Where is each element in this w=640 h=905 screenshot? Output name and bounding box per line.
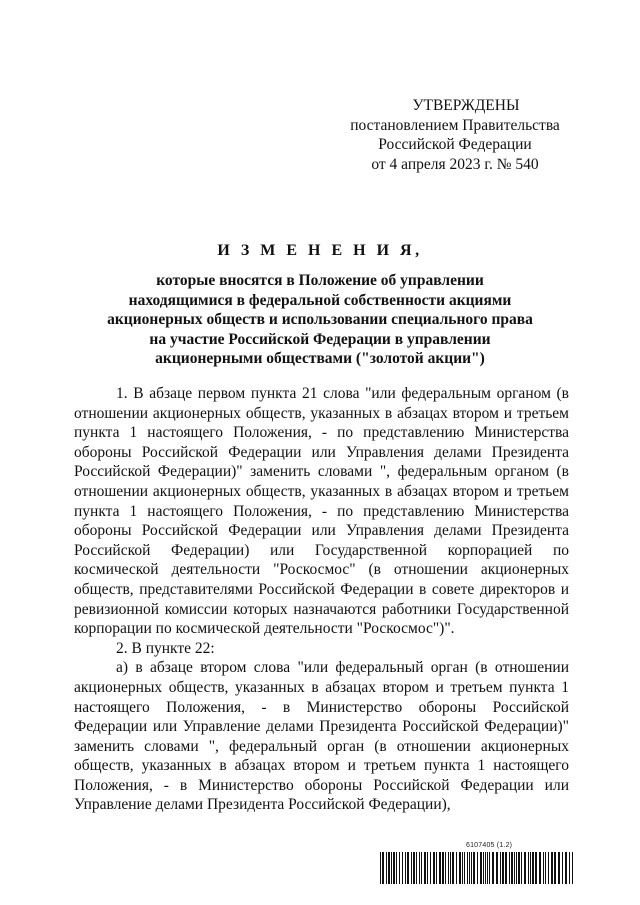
approval-resolution: постановлением Правительства xyxy=(350,116,560,134)
barcode-icon xyxy=(380,852,574,884)
title-subtitle-line: на участие Российской Федерации в управлении xyxy=(149,330,491,348)
paragraph-subitem-a: а) в абзаце втором слова "или федеральный орган (в отношении акционерных обществ, указанных в абзацах втором и третьем пункта 1 настоящего Положения, - в Министерство обороны Российской Федерации или Управление делами Президента Российской Федерации)" заменить словами ", федеральный орган (в отношении акционерных обществ, указанных в абзацах втором и третьем пункта 1 настоящего Положения, - в Министерство обороны Российской Федерации или Управление делами Президента Российской Федерации), xyxy=(74,659,569,814)
title-subtitle-line: находящимися в федеральной собственности акциями xyxy=(128,291,512,309)
title-heading: И З М Е Н Е Н И Я, xyxy=(217,242,423,259)
title-subtitle-line: акционерными обществами ("золотой акции") xyxy=(155,350,485,367)
approval-heading: УТВЕРЖДЕНЫ xyxy=(412,97,520,114)
title-subtitle-line: акционерных обществ и использовании специального права xyxy=(107,311,533,328)
approval-date-number: от 4 апреля 2023 г. № 540 xyxy=(371,155,539,173)
approval-government: Российской Федерации xyxy=(378,136,532,153)
approval-stamp xyxy=(340,96,570,174)
document-title xyxy=(70,241,570,369)
title-subtitle-line: которые вносятся в Положение об управлении xyxy=(156,272,484,289)
barcode-label: 6107405 (1.2) xyxy=(466,842,513,849)
paragraph-item-2: 2. В пункте 22: xyxy=(116,639,215,657)
paragraph-item-1: 1. В абзаце первом пункта 21 слова "или федеральным органом (в отношении акционерных обществ, указанных в абзацах втором и третьем пункта 1 настоящего Положения, - по представлению Министерства обороны Российской Федерации или Управления делами Президента Российской Федерации)" заменить словами ", федеральным органом (в отношении акционерных обществ, указанных в абзацах втором и третьем пункта 1 настоящего Положения, - по представлению Министерства обороны Российской Федерации или Управления делами Президента Российской Федерации) или Государственной корпорацией по космической деятельности "Роскосмос" (в отношении акционерных обществ, представителями Российской Федерации в совете директоров и ревизионной комиссии которых назначаются работники Государственной корпорации по космической деятельности "Роскосмос")". xyxy=(74,385,569,638)
barcode-block xyxy=(380,842,574,886)
document-body xyxy=(74,384,569,815)
